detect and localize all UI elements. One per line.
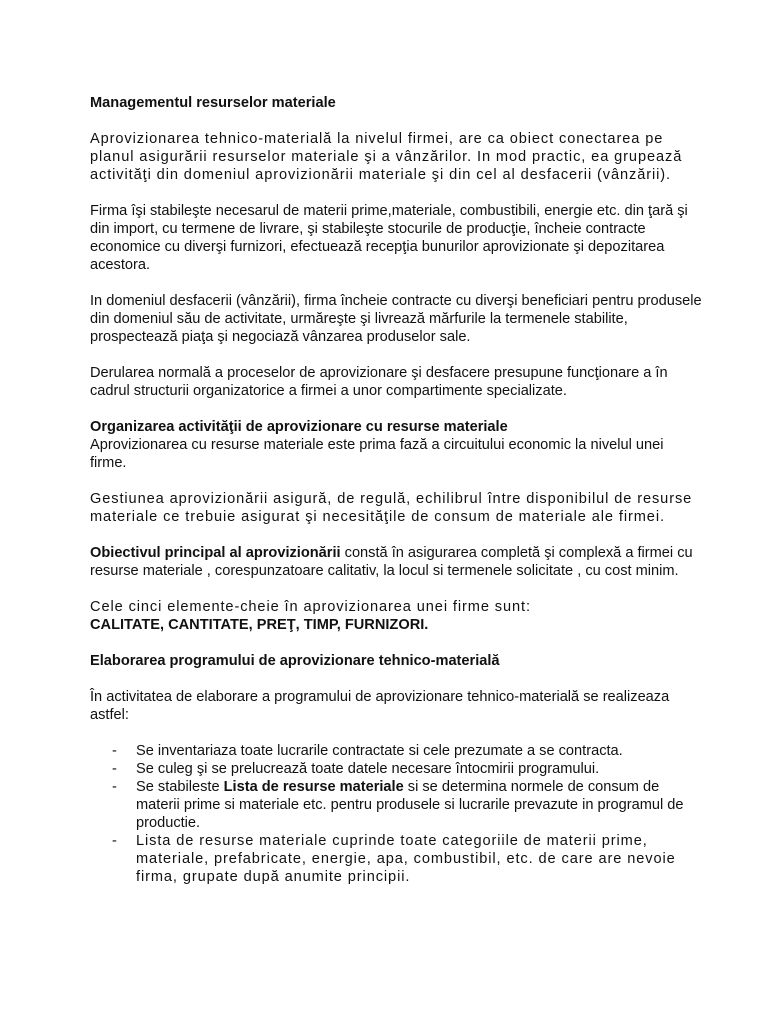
list-item xyxy=(90,832,704,886)
list-item-text: Lista de resurse materiale cuprinde toate categoriile de materii prime, materiale, prefabricate, energie, apa, combustibil, etc. de care are nevoie firma, grupate după anumite principii. xyxy=(136,833,676,885)
spacer xyxy=(90,580,704,598)
section-heading-elaborarea: Elaborarea programului de aprovizionare tehnico-materială xyxy=(90,653,500,669)
list-item-text-pre: Se stabileste xyxy=(136,779,224,795)
dash-bullet: - xyxy=(112,743,117,759)
lista-resurse-bold: Lista de resurse materiale xyxy=(223,779,404,795)
spacer xyxy=(90,724,704,742)
dash-bullet: - xyxy=(112,761,117,777)
spacer xyxy=(90,400,704,418)
paragraph-activitatea: În activitatea de elaborare a programului de aprovizionare tehnico-materială se realizeaza astfel: xyxy=(90,689,670,723)
list-item-text: Se culeg şi se prelucrează toate datele necesare întocmirii programului. xyxy=(136,761,600,777)
paragraph-derularea: Derularea normală a proceselor de aprovizionare şi desfacere presupune funcţionare a în cadrul structurii organizatorice a firmei a unor compartimente specializate. xyxy=(90,365,668,399)
list-item-text: Se inventariaza toate lucrarile contractate si cele prezumate a se contracta. xyxy=(136,743,623,759)
list-item xyxy=(90,760,704,778)
key-elements-list: CALITATE, CANTITATE, PREŢ, TIMP, FURNIZORI. xyxy=(90,617,429,633)
spacer xyxy=(90,526,704,544)
paragraph-gestiunea: Gestiunea aprovizionării asigură, de regulă, echilibrul între disponibilul de resurse materiale ce trebuie asigurat şi necesităţile de consum de materiale ale firmei. xyxy=(90,491,693,525)
paragraph-desfacere: In domeniul desfacerii (vânzării), firma încheie contracte cu diverşi beneficiari pentru produsele din domeniul său de activitate, urmăreşte şi livrează mărfurile la termenele stabilite, prospectează piaţa şi negociază vânzarea produselor sale. xyxy=(90,293,702,345)
dash-bullet: - xyxy=(112,833,118,849)
spacer xyxy=(90,274,704,292)
list-item-text-post: si se determina normele de consum de materii prime si materiale etc. pentru produsele si lucrarile prevazute in programul de productie. xyxy=(136,779,684,831)
spacer xyxy=(90,634,704,652)
spacer xyxy=(90,346,704,364)
paragraph-elemente-cheie: Cele cinci elemente-cheie în aprovizionarea unei firme sunt: xyxy=(90,599,531,615)
list-item xyxy=(90,778,704,832)
spacer xyxy=(90,670,704,688)
steps-list xyxy=(90,742,704,886)
spacer xyxy=(90,184,704,202)
document-title: Managementul resurselor materiale xyxy=(90,95,336,111)
obiectivul-text: constă în asigurarea completă şi complexă a firmei cu resurse materiale , corespunzatoare calitativ, la locul si termenele solicitate , cu cost minim. xyxy=(90,545,693,579)
spacer xyxy=(90,112,704,130)
list-item xyxy=(90,742,704,760)
paragraph-obiectivul xyxy=(90,544,704,580)
section-heading-organizarea: Organizarea activităţii de aprovizionare cu resurse materiale xyxy=(90,419,508,435)
paragraph-aprovizionarea: Aprovizionarea tehnico-materială la nivelul firmei, are ca obiect conectarea pe planul asigurării resurselor materiale şi a vânzărilor. In mod practic, ea grupează activităţi din domeniul aprovizionării materiale şi din cel al desfacerii (vânzării). xyxy=(90,131,683,183)
paragraph-prima-faza: Aprovizionarea cu resurse materiale este prima fază a circuitului economic la nivelul unei firme. xyxy=(90,437,664,471)
spacer xyxy=(90,472,704,490)
obiectivul-bold-label: Obiectivul principal al aprovizionării xyxy=(90,545,341,561)
dash-bullet: - xyxy=(112,779,117,795)
paragraph-firma-necesar: Firma îşi stabileşte necesarul de materii prime,materiale, combustibili, energie etc. din ţară şi din import, cu termene de livrare, şi stabileşte stocurile de producţie, încheie contracte economice cu diverşi furnizori, efectuează recepţia bunurilor aprovizionate şi depozitarea acestora. xyxy=(90,203,688,273)
